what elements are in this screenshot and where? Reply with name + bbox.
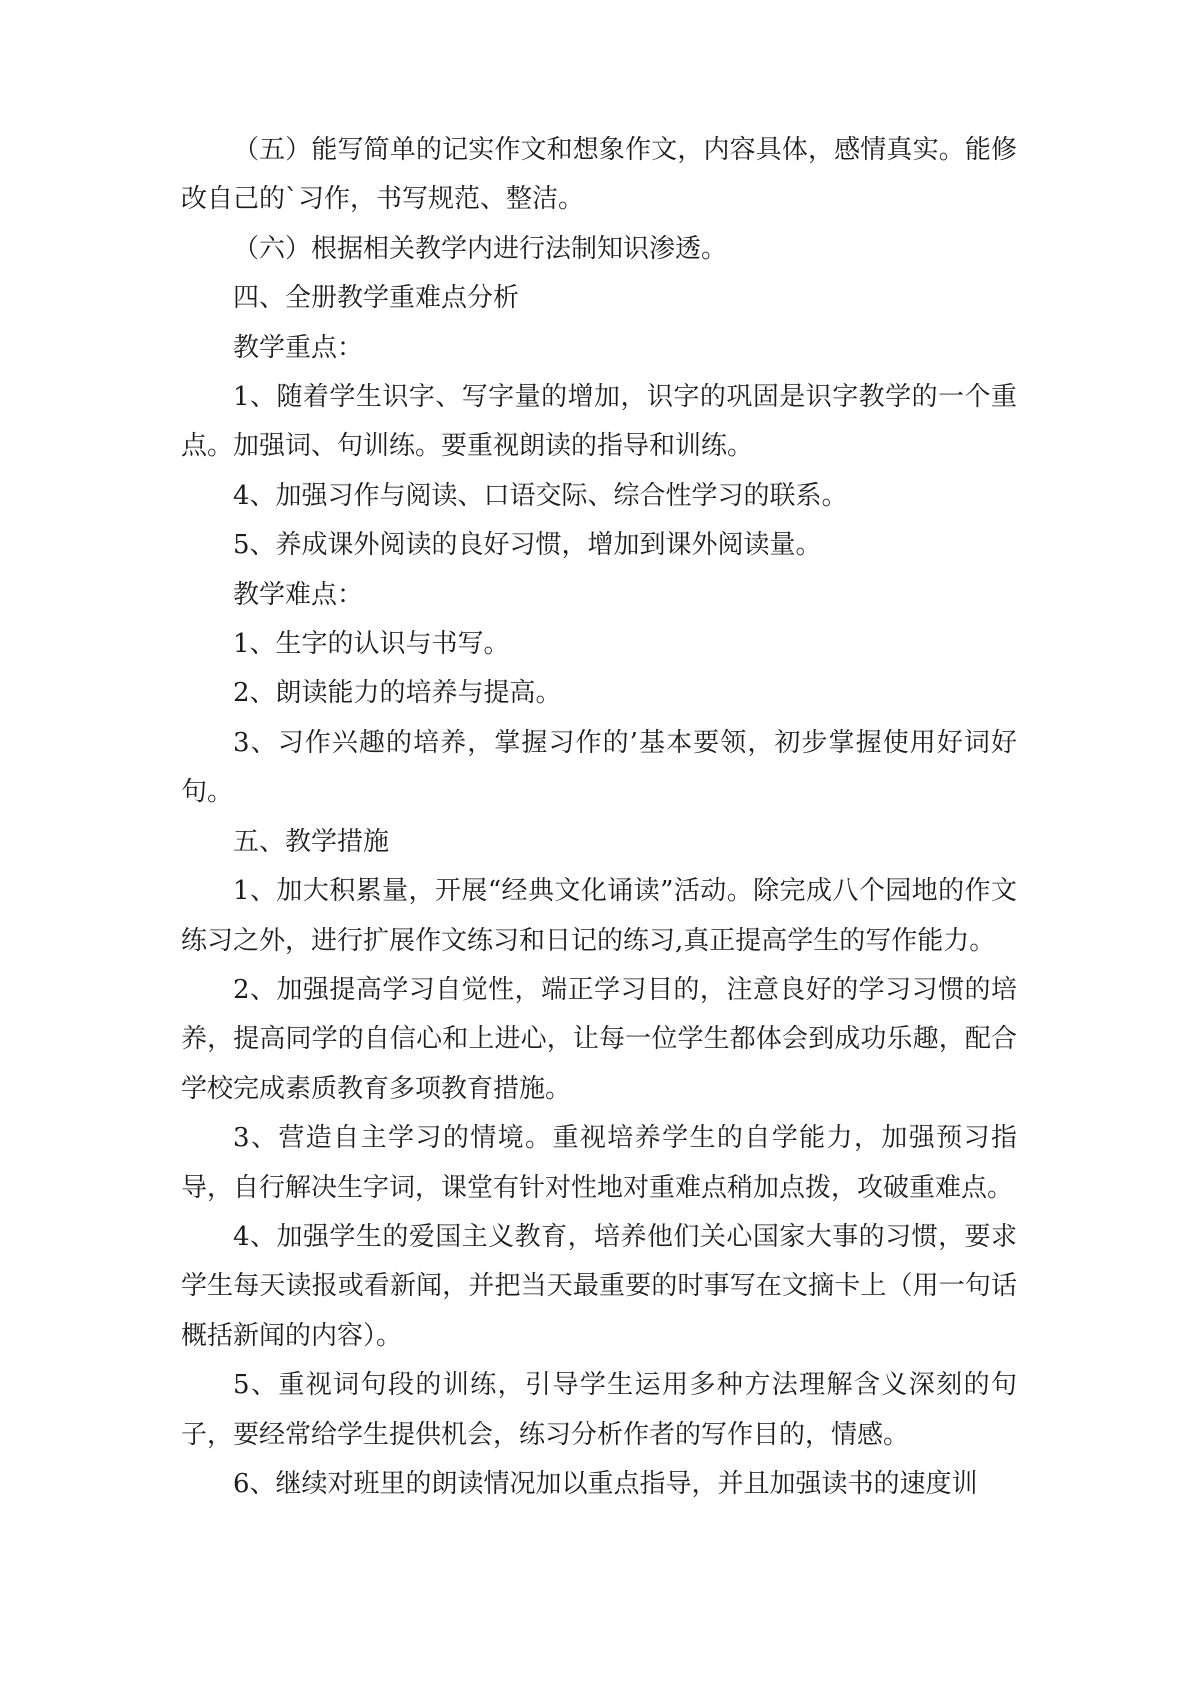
subheading-teaching-focus: 教学重点： — [233, 332, 364, 363]
list-item: 1、加大积累量，开展“经典文化诵读”活动。除完成八个园地的作文练习之外，进行扩展作文练习和日记的练习,真正提高学生的写作能力。 — [181, 876, 1017, 956]
list-item: 2、加强提高学习自觉性，端正学习目的，注意良好的学习习惯的培养，提高同学的自信心和上进心，让每一位学生都体会到成功乐趣，配合学校完成素质教育多项教育措施。 — [181, 974, 1017, 1104]
list-item: 4、加强习作与阅读、口语交际、综合性学习的联系。 — [233, 480, 848, 511]
list-item: 4、加强学生的爱国主义教育，培养他们关心国家大事的习惯，要求学生每天读报或看新闻，并把当天最重要的时事写在文摘卡上（用一句话概括新闻的内容）。 — [181, 1221, 1017, 1351]
list-item: 1、生字的认识与书写。 — [233, 629, 510, 660]
document-body — [181, 126, 1017, 1509]
list-item: 2、朗读能力的培养与提高。 — [233, 678, 562, 709]
section-heading-teaching-measures: 五、教学措施 — [233, 826, 390, 857]
list-item: 1、随着学生识字、写字量的增加，识字的巩固是识字教学的一个重点。加强词、句训练。要重视朗读的指导和训练。 — [181, 382, 1017, 462]
list-item: 5、重视词句段的训练，引导学生运用多种方法理解含义深刻的句子，要经常给学生提供机会，练习分析作者的写作目的，情感。 — [181, 1370, 1017, 1450]
list-item: 3、营造自主学习的情境。重视培养学生的自学能力，加强预习指导，自行解决生字词，课堂有针对性地对重难点稍加点拨，攻破重难点。 — [181, 1123, 1017, 1203]
paragraph-legal-knowledge: （六）根据相关教学内进行法制知识渗透。 — [233, 233, 728, 264]
paragraph-composition-goal: （五）能写简单的记实作文和想象作文，内容具体，感情真实。能修改自己的`习作，书写规范、整洁。 — [181, 135, 1017, 215]
list-item: 5、养成课外阅读的良好习惯，增加到课外阅读量。 — [233, 530, 822, 561]
list-item: 3、习作兴趣的培养，掌握习作的’基本要领，初步掌握使用好词好句。 — [181, 727, 1017, 808]
section-heading-key-difficulties: 四、全册教学重难点分析 — [233, 283, 520, 314]
subheading-teaching-difficulties: 教学难点： — [233, 579, 364, 610]
list-item: 6、继续对班里的朗读情况加以重点指导，并且加强读书的速度训 — [233, 1468, 978, 1499]
